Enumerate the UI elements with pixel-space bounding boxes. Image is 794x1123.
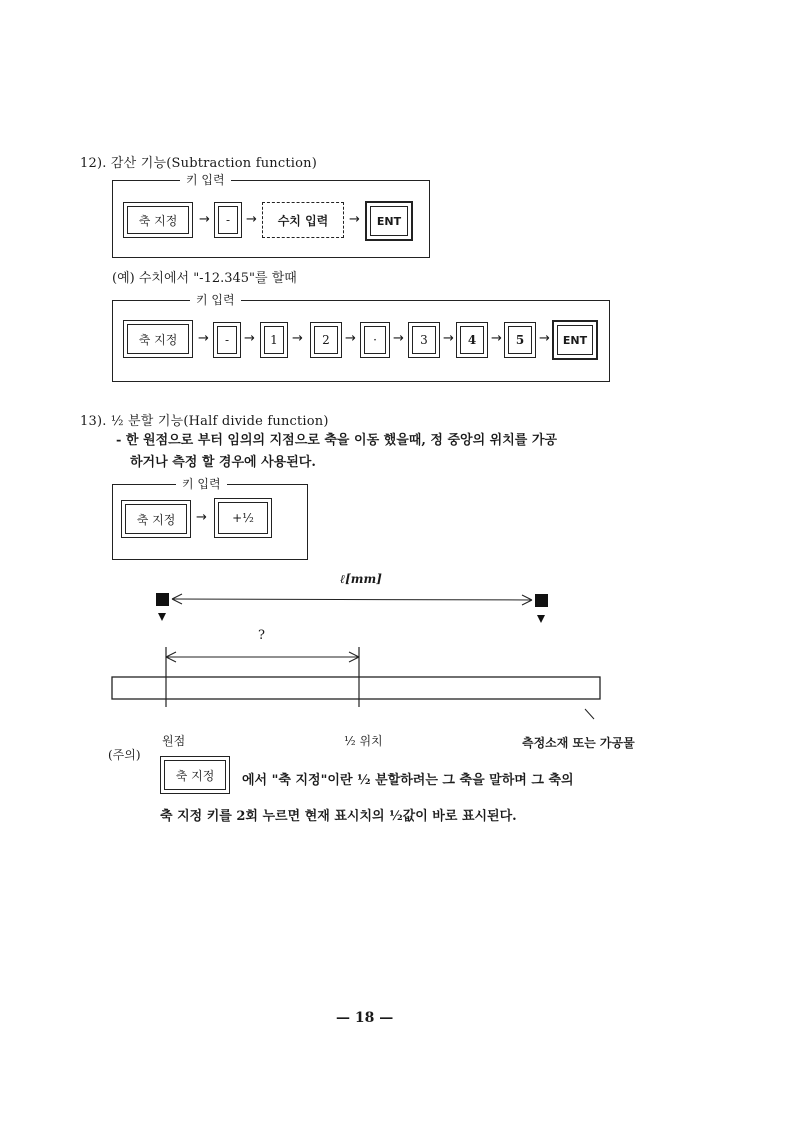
number-input-key[interactable]: 수치 입력 [262,202,344,238]
section-13-heading: 13). ½ 분할 기능(Half divide function) [80,414,329,429]
arrow-icon: → [539,331,550,346]
digit-3-key[interactable]: 3 [408,322,440,358]
minus-key[interactable]: - [214,202,242,238]
axis-select-key[interactable]: 축 지정 [123,320,193,358]
arrow-icon: → [393,331,404,346]
arrow-icon: → [292,331,303,346]
note-label: (주의) [108,748,141,762]
digit-5-key[interactable]: 5 [504,322,536,358]
digit-4-key[interactable]: 4 [456,322,488,358]
page-number: — 18 — [336,1010,394,1026]
start-pointer [158,613,166,621]
note-line-1: 에서 "축 지정"이란 ½ 분할하려는 그 축을 말하며 그 축의 [242,773,574,788]
arrow-icon: → [349,212,360,227]
arrow-icon: → [199,212,210,227]
decimal-point-key[interactable]: · [360,322,390,358]
ent-key[interactable]: ENT [365,201,413,241]
origin-label: 원점 [162,734,186,748]
axis-select-key[interactable]: 축 지정 [121,500,191,538]
arrow-icon: → [345,331,356,346]
workpiece-bar [112,677,600,699]
description-line-1: - 한 원점으로 부터 임의의 지점으로 축을 이동 했을때, 정 중앙의 위치를 가공 [116,433,557,448]
axis-select-key[interactable]: 축 지정 [160,756,230,794]
frame-title: 키 입력 [180,171,231,188]
length-line [172,599,532,600]
half-position-label: ½ 위치 [344,734,383,748]
workpiece-pointer [585,709,594,719]
arrow-icon: → [246,212,257,227]
frame-title: 키 입력 [176,475,227,492]
workpiece-label: 측정소재 또는 가공물 [522,736,635,750]
digit-2-key[interactable]: 2 [310,322,342,358]
note-line-2: 축 지정 키를 2회 누르면 현재 표시치의 ½값이 바로 표시된다. [160,809,517,824]
half-divide-diagram [100,585,620,745]
axis-select-key[interactable]: 축 지정 [123,202,193,238]
question-mark: ? [258,628,265,643]
frame-title: 키 입력 [190,291,241,308]
end-marker [535,594,548,607]
section-12-heading: 12). 감산 기능(Subtraction function) [80,156,317,171]
arrow-icon: → [244,331,255,346]
minus-key[interactable]: - [213,322,241,358]
start-marker [156,593,169,606]
ent-key[interactable]: ENT [552,320,598,360]
length-label: ℓ[mm] [340,572,382,586]
example-label: (예) 수치에서 "-12.345"를 할때 [112,271,297,286]
arrow-icon: → [443,331,454,346]
arrow-icon: → [198,331,209,346]
description-line-2: 하거나 측정 할 경우에 사용된다. [130,455,316,470]
arrow-icon: → [491,331,502,346]
digit-1-key[interactable]: 1 [260,322,288,358]
end-pointer [537,615,545,623]
half-divide-key[interactable]: +½ [214,498,272,538]
arrow-icon: → [196,510,207,525]
